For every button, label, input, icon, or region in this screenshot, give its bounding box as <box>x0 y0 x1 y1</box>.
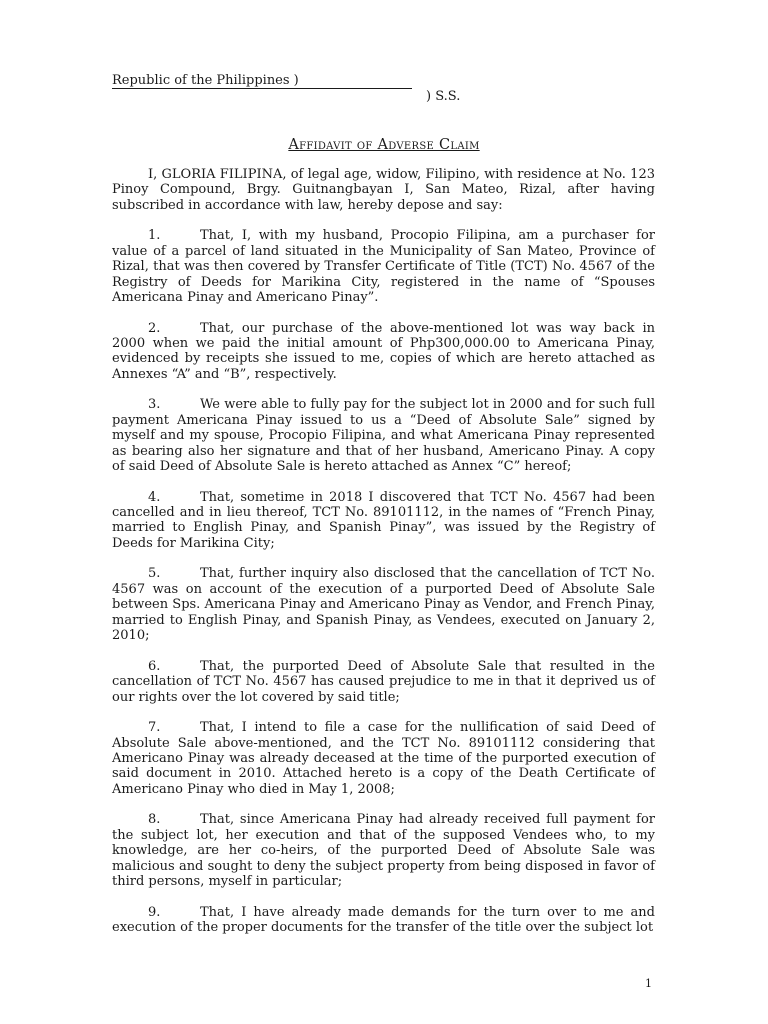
paragraph-number: 4. <box>148 489 161 505</box>
paragraph-number: 5. <box>148 566 161 582</box>
paragraph-2 <box>112 321 655 383</box>
paragraph-8 <box>112 812 655 889</box>
paragraph-text: That, further inquiry also disclosed that the cancellation of TCT No. 4567 was on account of the execution of a purported Deed of Absolute Sale between Sps. Americana Pinay and Americano Pinay as Vendor, and French Pinay, married to English Pinay, and Spanish Pinay, as Vendees, executed on January 2, 2010; <box>112 566 655 644</box>
paragraph-1 <box>112 228 655 305</box>
paragraph-number: 3. <box>148 397 161 413</box>
paragraph-text: That, I have already made demands for the turn over to me and execution of the proper documents for the transfer of the title over the subject lot <box>112 904 655 935</box>
paragraph-text: That, the purported Deed of Absolute Sale that resulted in the cancellation of TCT No. 4567 has caused prejudice to me in that it deprived us of our rights over the lot covered by said title; <box>112 658 655 705</box>
paragraph-text: That, since Americana Pinay had already received full payment for the subject lot, her execution and that of the supposed Vendees who, to my knowledge, are her co-heirs, of the purported Deed of Absolute Sale was malicious and sought to deny the subject property from being disposed in favor of third persons, myself in particular; <box>112 812 655 889</box>
paragraph-number: 9. <box>148 904 161 920</box>
venue-blank-line <box>112 88 412 89</box>
intro-paragraph: I, GLORIA FILIPINA, of legal age, widow, Filipino, with residence at No. 123 Pinoy Compound, Brgy. Guitnangbayan I, San Mateo, Rizal, after having subscribed in accordance with law, hereby depose and say: <box>112 167 655 213</box>
page-number: 1 <box>645 977 652 990</box>
paragraph-text: That, sometime in 2018 I discovered that TCT No. 4567 had been cancelled and in lieu thereof, TCT No. 89101112, in the names of “French Pinay, married to English Pinay, and Spanish Pinay”, was issued by the Registry of Deeds for Marikina City; <box>112 489 655 551</box>
paragraph-text: That, our purchase of the above-mentioned lot was way back in 2000 when we paid the initial amount of Php300,000.00 to Americana Pinay, evidenced by receipts she issued to me, copies of which are hereto attached as Annexes “A” and “B”, respectively. <box>112 320 655 382</box>
paragraph-7 <box>112 720 655 797</box>
paragraph-4 <box>112 490 655 552</box>
paragraph-number: 7. <box>148 720 161 736</box>
paragraph-number: 2. <box>148 320 161 336</box>
paragraph-3 <box>112 397 655 474</box>
paragraph-number: 8. <box>148 812 161 828</box>
venue-caption: Republic of the Philippines ) <box>112 73 299 88</box>
paragraph-text: That, I, with my husband, Procopio Filipina, am a purchaser for value of a parcel of land situated in the Municipality of San Mateo, Province of Rizal, that was then covered by Transfer Certificate of Title (TCT) No. 4567 of the Registry of Deeds for Marikina City, registered in the name of “Spouses Americana Pinay and Americano Pinay”. <box>112 228 655 306</box>
venue-ss: ) S.S. <box>426 89 461 104</box>
affidavit-body <box>112 167 655 951</box>
document-title: Affidavit of Adverse Claim <box>288 137 480 153</box>
paragraph-6 <box>112 659 655 705</box>
paragraph-text: That, I intend to file a case for the nullification of said Deed of Absolute Sale above-mentioned, and the TCT No. 89101112 considering that Americano Pinay was already deceased at the time of the purported execution of said document in 2010. Attached hereto is a copy of the Death Certificate of Americano Pinay who died in May 1, 2008; <box>112 720 655 797</box>
paragraph-5 <box>112 566 655 643</box>
paragraph-9 <box>112 905 655 936</box>
paragraph-number: 1. <box>148 228 161 244</box>
paragraph-number: 6. <box>148 658 161 674</box>
paragraph-text: We were able to fully pay for the subject lot in 2000 and for such full payment Americana Pinay issued to us a “Deed of Absolute Sale” signed by myself and my spouse, Procopio Filipina, and what Americana Pinay represented as bearing also her signature and that of her husband, Americano Pinay. A copy of said Deed of Absolute Sale is hereto attached as Annex “C” hereof; <box>112 397 655 475</box>
